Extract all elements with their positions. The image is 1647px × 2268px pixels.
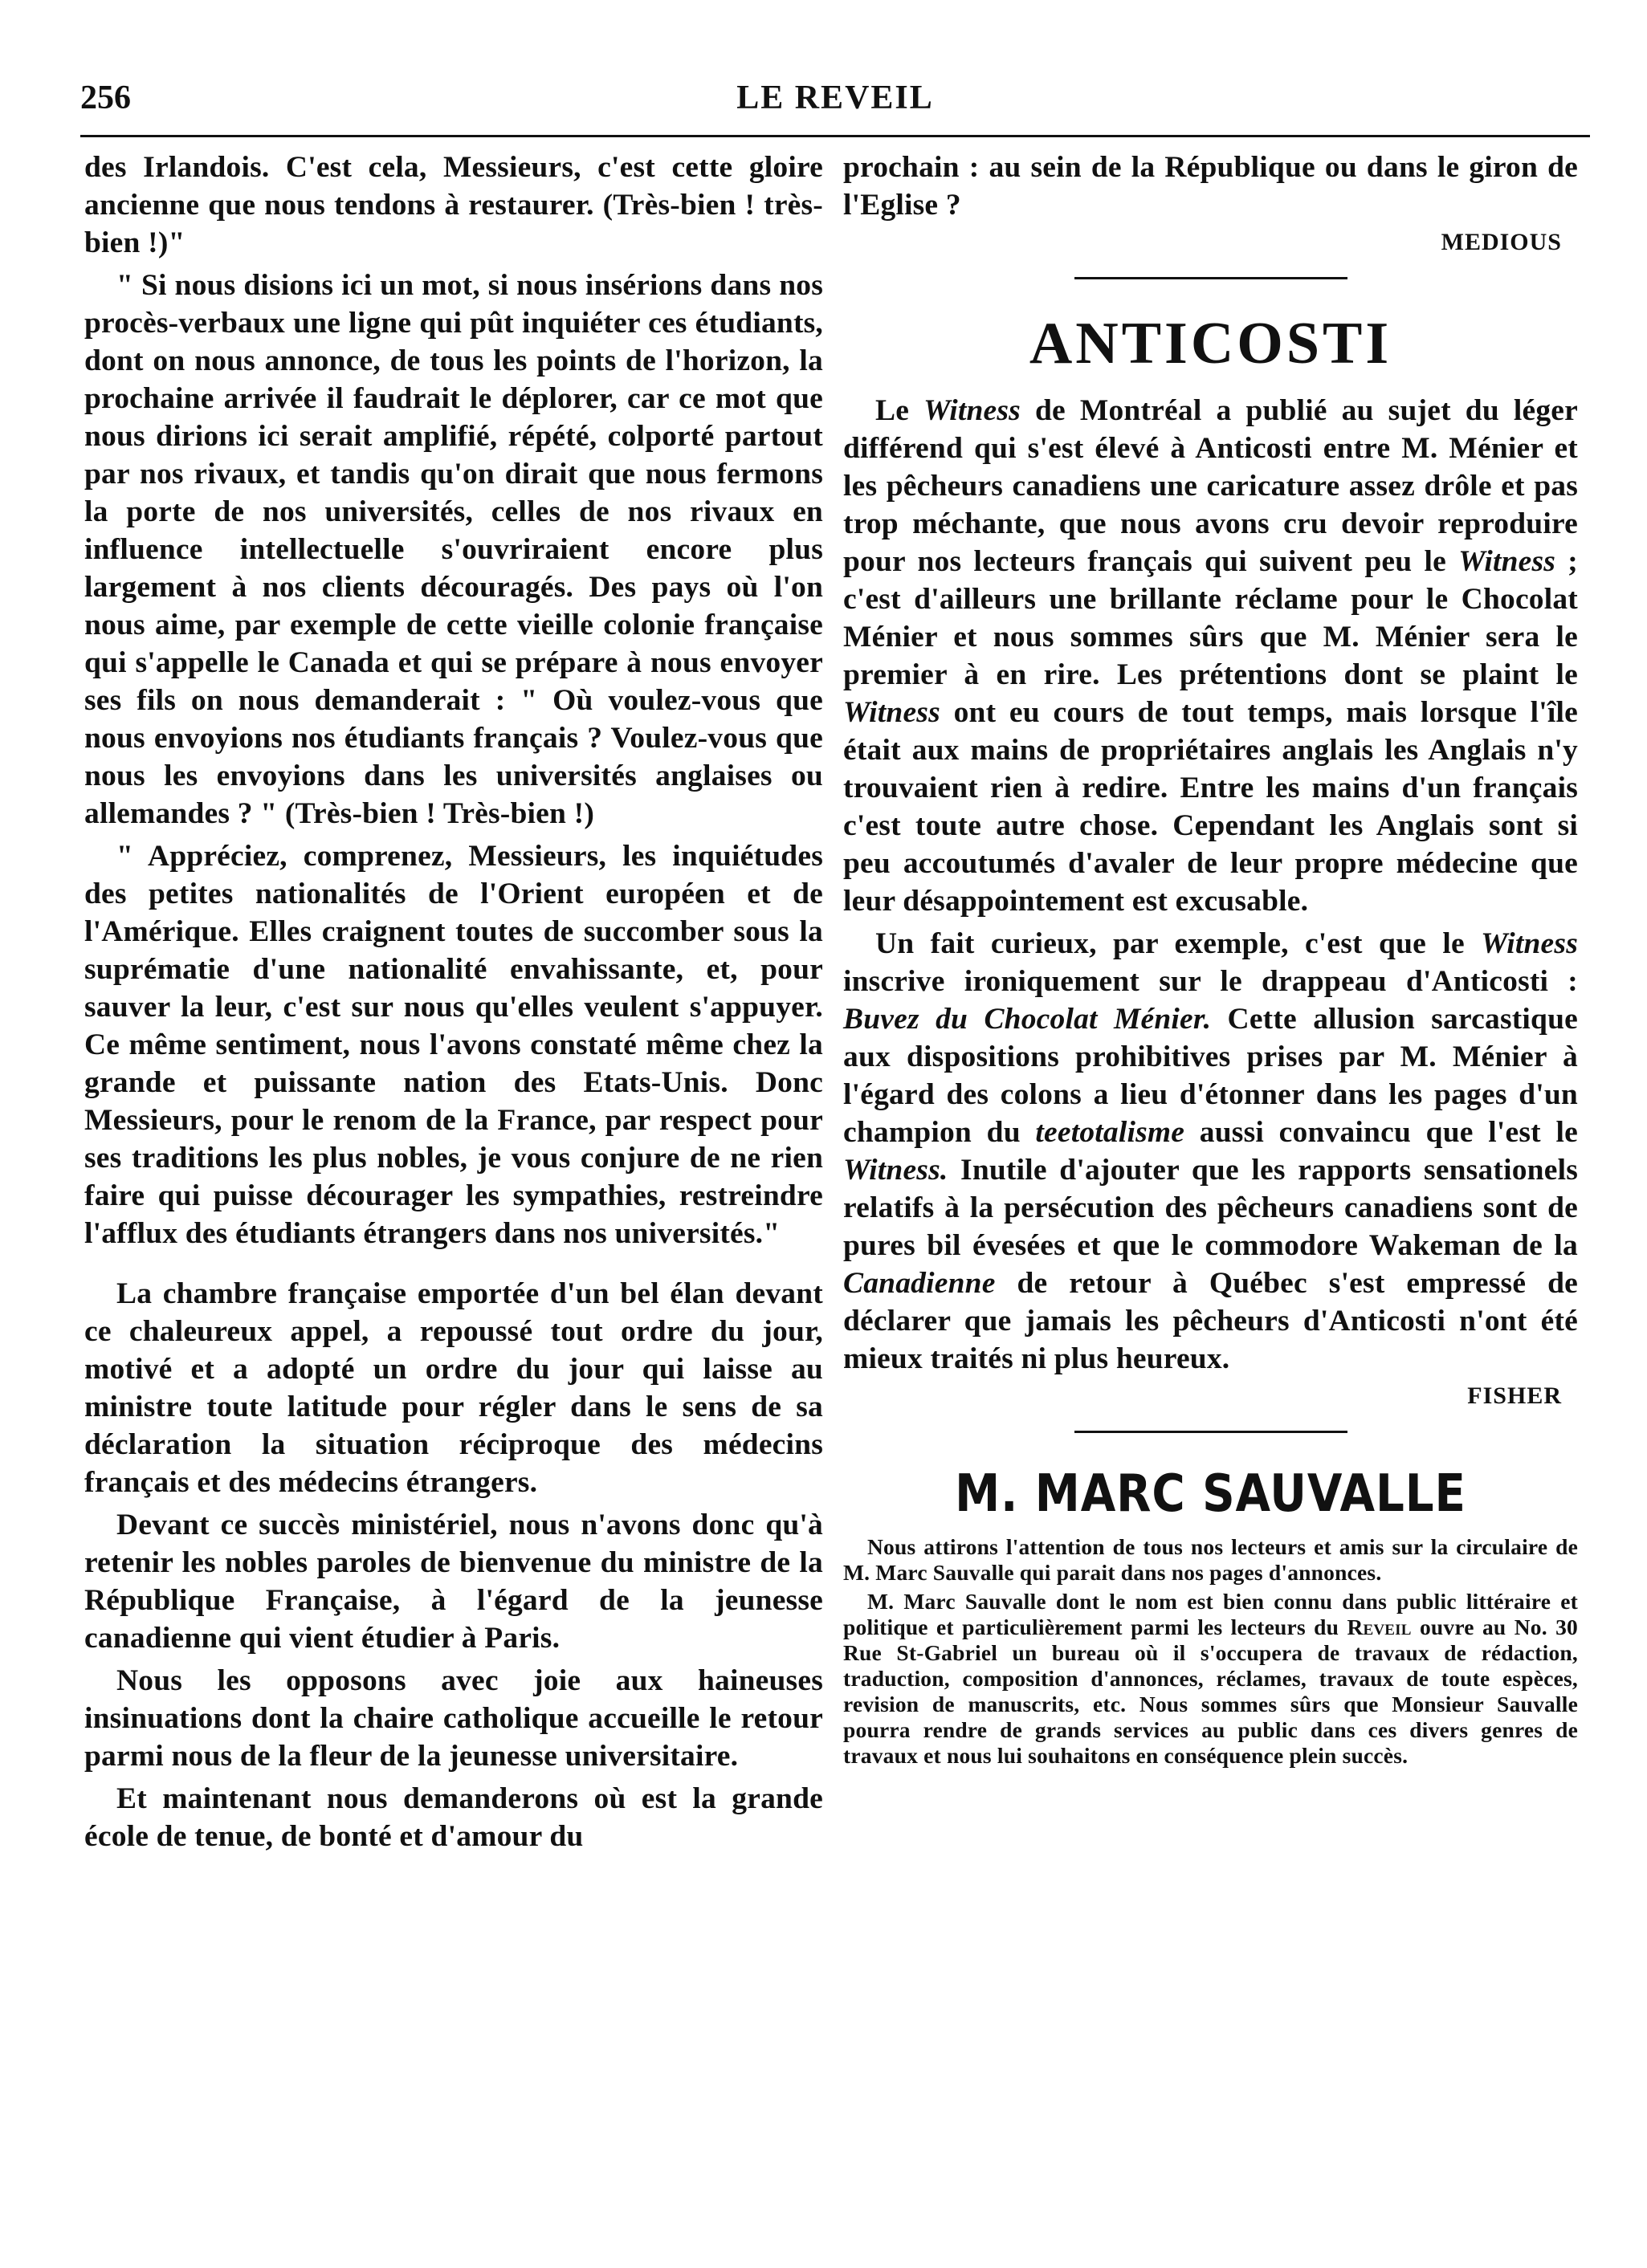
signature-medious: MEDIOUS xyxy=(1441,229,1562,255)
publication-name: Reveil xyxy=(1347,1614,1412,1639)
publication-name: Witness xyxy=(923,394,1021,427)
paragraph: Devant ce succès ministériel, nous n'avons donc qu'à retenir les nobles paroles de bienvenue du ministre de la République Française, à l'égard de la jeunesse canadienne qui vient étudier à Paris. xyxy=(84,1509,823,1655)
right-column xyxy=(843,149,1578,1772)
paragraph: M. Marc Sauvalle dont le nom est bien connu dans public littéraire et politique et particulièrement parmi les lecteurs du Reveil ouvre au No. 30 Rue St-Gabriel un bureau où il s'occupera de travaux de rédaction, traduction, composition d'annonces, réclames, travaux de toute espèces, revision de manuscrits, etc. Nous sommes sûrs que Monsieur Sauvalle pourra rendre de grands services au public dans ces divers genres de travaux et nous lui souhaitons en conséquence plein succès. xyxy=(843,1589,1578,1768)
paragraph: La chambre française emportée d'un bel élan devant ce chaleureux appel, a repoussé tout ordre du jour, motivé et a adopté un ordre du jour qui laisse au ministre toute latitude pour régler dans le sens de sa déclaration la situation réciproque des médecins français et des médecins étrangers. xyxy=(84,1277,823,1499)
quoted-slogan: Buvez du Chocolat Ménier. xyxy=(843,1003,1212,1036)
paragraph: Un fait curieux, par exemple, c'est que le Witness inscrive ironiquement sur le drappeau d'Anticosti : Buvez du Chocolat Ménier. Cette allusion sarcastique aux dispositions prohibitives prises par M. Ménier à l'égard des colons a lieu d'étonner dans les pages d'un champion du teetotalisme aussi convaincu que l'est le Witness. Inutile d'ajouter que les rapports sensationels relatifs à la persécution des pêcheurs canadiens sont de pures bil évesées et que le commodore Wakeman de la Canadienne de retour à Québec s'est empressé de déclarer que jamais les pêcheurs d'Anticosti n'ont été mieux traités ni plus heureux. xyxy=(843,927,1578,1375)
paragraph: des Irlandois. C'est cela, Messieurs, c'est cette gloire ancienne que nous tendons à restaurer. (Très-bien ! très-bien !)" xyxy=(84,151,823,259)
headline-sauvalle: M. MARC SAUVALLE xyxy=(955,1464,1466,1524)
publication-name: Witness xyxy=(843,696,940,729)
paragraph: Le Witness de Montréal a publié au sujet du léger différend qui s'est élevé à Anticosti entre M. Ménier et les pêcheurs canadiens une caricature assez drôle et pas trop méchante, que nous avons cru devoir reproduire pour nos lecteurs français qui suivent peu le Witness ; c'est d'ailleurs une brillante réclame pour le Chocolat Ménier et nous sommes sûrs que M. Ménier sera le premier à en rire. Les prétentions dont se plaint le Witness ont eu cours de tout temps, mais lorsque l'île était aux mains de propriétaires anglais les Anglais n'y trouvaient rien à redire. Entre les mains d'un français c'est toute autre chose. Cependant les Anglais sont si peu accoutumés d'avaler de leur propre médecine que leur désappointement est excusable. xyxy=(843,394,1578,918)
paragraph: prochain : au sein de la République ou dans le giron de l'Eglise ? xyxy=(843,151,1578,222)
left-column xyxy=(84,149,823,1860)
section-divider xyxy=(1074,1431,1347,1433)
emphasized-term: teetotalisme xyxy=(1035,1116,1185,1149)
header-rule xyxy=(80,135,1590,137)
publication-name: Witness. xyxy=(843,1154,948,1187)
paragraph: " Appréciez, comprenez, Messieurs, les inquiétudes des petites nationalités de l'Orient européen et de l'Amérique. Elles craignent toutes de succomber sous la suprématie d'une nationalité envahissante, et, pour sauver la leur, c'est sur nous qu'elles veulent s'appuyer. Ce même sentiment, nous l'avons constaté même chez la grande et puissante nation des Etats-Unis. Donc Messieurs, pour le renom de la France, par respect pour ses traditions les plus nobles, je vous conjure de ne rien faire qui puisse décourager les sympathies, restreindre l'afflux des étudiants étrangers dans nos universités." xyxy=(84,840,823,1250)
publication-name: Witness xyxy=(1458,545,1556,578)
ship-name: Canadienne xyxy=(843,1267,996,1300)
paragraph: " Si nous disions ici un mot, si nous insérions dans nos procès-verbaux une ligne qui pût inquiéter ces étudiants, dont on nous annonce, de tous les points de l'horizon, la prochaine arrivée il faudrait le déplorer, car ce mot que nous dirions ici serait amplifié, répété, colporté partout par nos rivaux, et tandis qu'on dirait que nous fermons la porte de nos universités, celles de nos rivaux en influence intellectuelle s'ouvriraient encore plus largement à nos clients découragés. Des pays où l'on nous aime, par exemple de cette vieille colonie française qui s'appelle le Canada et qui se prépare à nous envoyer ses fils on nous demanderait : " Où voulez-vous que nous envoyions nos étudiants français ? Voulez-vous que nous les envoyions dans les universités anglaises ou allemandes ? " (Très-bien ! Très-bien !) xyxy=(84,269,823,830)
page-header xyxy=(80,79,1590,127)
running-title: LE REVEIL xyxy=(736,79,934,116)
publication-name: Witness xyxy=(1481,927,1578,960)
signature-fisher: FISHER xyxy=(1467,1382,1562,1409)
headline-anticosti: ANTICOSTI xyxy=(1029,311,1392,377)
paragraph: Nous les opposons avec joie aux haineuses insinuations dont la chaire catholique accueille le retour parmi nous de la fleur de la jeunesse universitaire. xyxy=(84,1664,823,1773)
paragraph: Nous attirons l'attention de tous nos lecteurs et amis sur la circulaire de M. Marc Sauvalle qui parait dans nos pages d'annonces. xyxy=(843,1534,1578,1585)
section-divider xyxy=(1074,277,1347,279)
paragraph: Et maintenant nous demanderons où est la grande école de tenue, de bonté et d'amour du xyxy=(84,1782,823,1853)
page-number: 256 xyxy=(80,79,131,116)
